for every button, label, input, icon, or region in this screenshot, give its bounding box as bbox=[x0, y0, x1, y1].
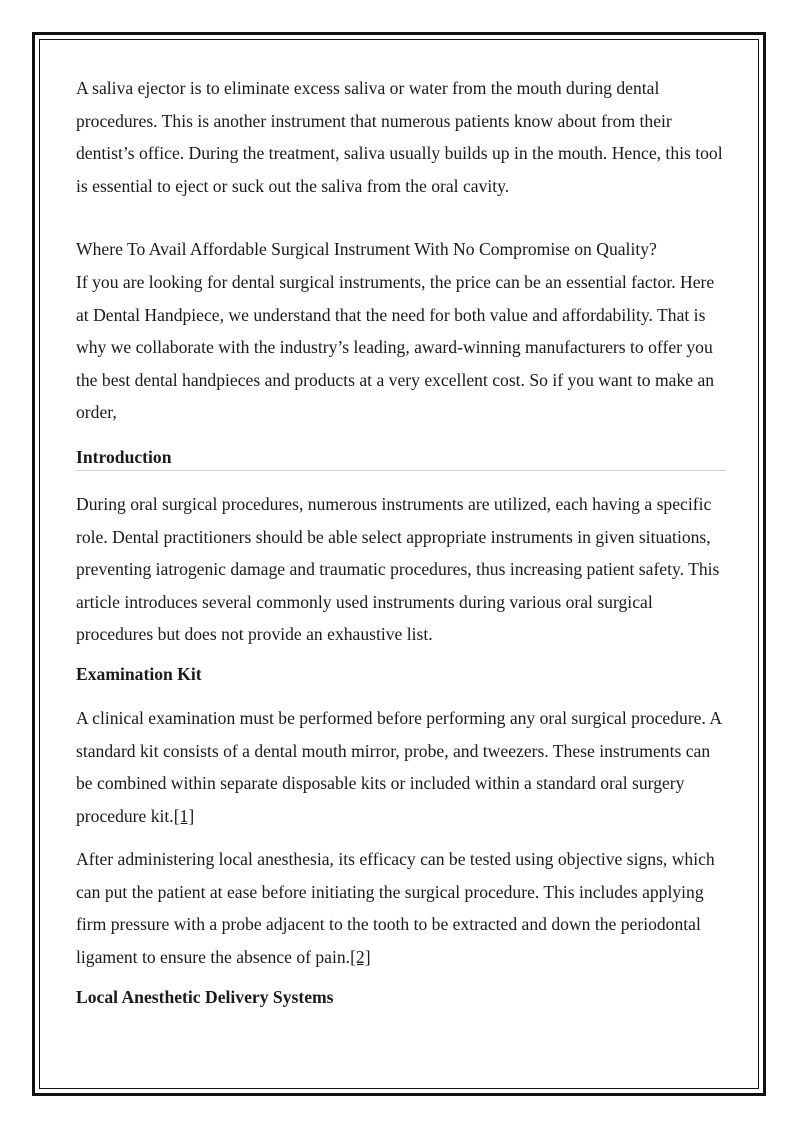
reference-link-1[interactable]: [1] bbox=[173, 805, 195, 826]
paragraph-saliva-ejector: A saliva ejector is to eliminate excess saliva or water from the mouth during dental procedures. This is another instrument that numerous patients know about from their dentist’s office. During the treatment, saliva usually builds up in the mouth. Hence, this tool is essential to eject or suck out the saliva from the oral cavity. bbox=[76, 78, 723, 196]
examination-text: A clinical examination must be performed before performing any oral surgical procedure. A standard kit consists of a dental mouth mirror, probe, and tweezers. These instruments can be combined within separate disposable kits or included within a standard oral surgery procedure kit. bbox=[76, 707, 722, 826]
document-body bbox=[76, 72, 726, 1008]
anesthesia-text: After administering local anesthesia, its efficacy can be tested using objective signs, which can put the patient at ease before initiating the surgical procedure. This includes applying firm pressure with a probe adjacent to the tooth to be extracted and down the periodontal ligament to ensure the absence of pain. bbox=[76, 849, 715, 968]
heading-local-anesthetic: Local Anesthetic Delivery Systems bbox=[76, 986, 334, 1007]
paragraph-anesthesia-test bbox=[76, 843, 726, 973]
reference-link-2[interactable]: [2] bbox=[350, 947, 371, 968]
paragraph-where-title: Where To Avail Affordable Surgical Instrument With No Compromise on Quality? bbox=[76, 239, 657, 260]
paragraph-introduction: During oral surgical procedures, numerous instruments are utilized, each having a specific role. Dental practitioners should be able select appropriate instruments in given situations, preventing iatrogenic damage and traumatic procedures, thus increasing patient safety. This article introduces several commonly used instruments during various oral surgical procedures but does not provide an exhaustive list. bbox=[76, 493, 720, 645]
heading-examination-kit: Examination Kit bbox=[76, 663, 202, 684]
paragraph-examination-kit bbox=[76, 702, 726, 832]
heading-introduction: Introduction bbox=[76, 446, 726, 471]
paragraph-where-body: If you are looking for dental surgical instruments, the price can be an essential factor. Here at Dental Handpiece, we understand that the need for both value and affordability. That is why we collaborate with the industry’s leading, award-winning manufacturers to offer you the best dental handpieces and products at a very excellent cost. So if you want to make an order, bbox=[76, 271, 715, 423]
